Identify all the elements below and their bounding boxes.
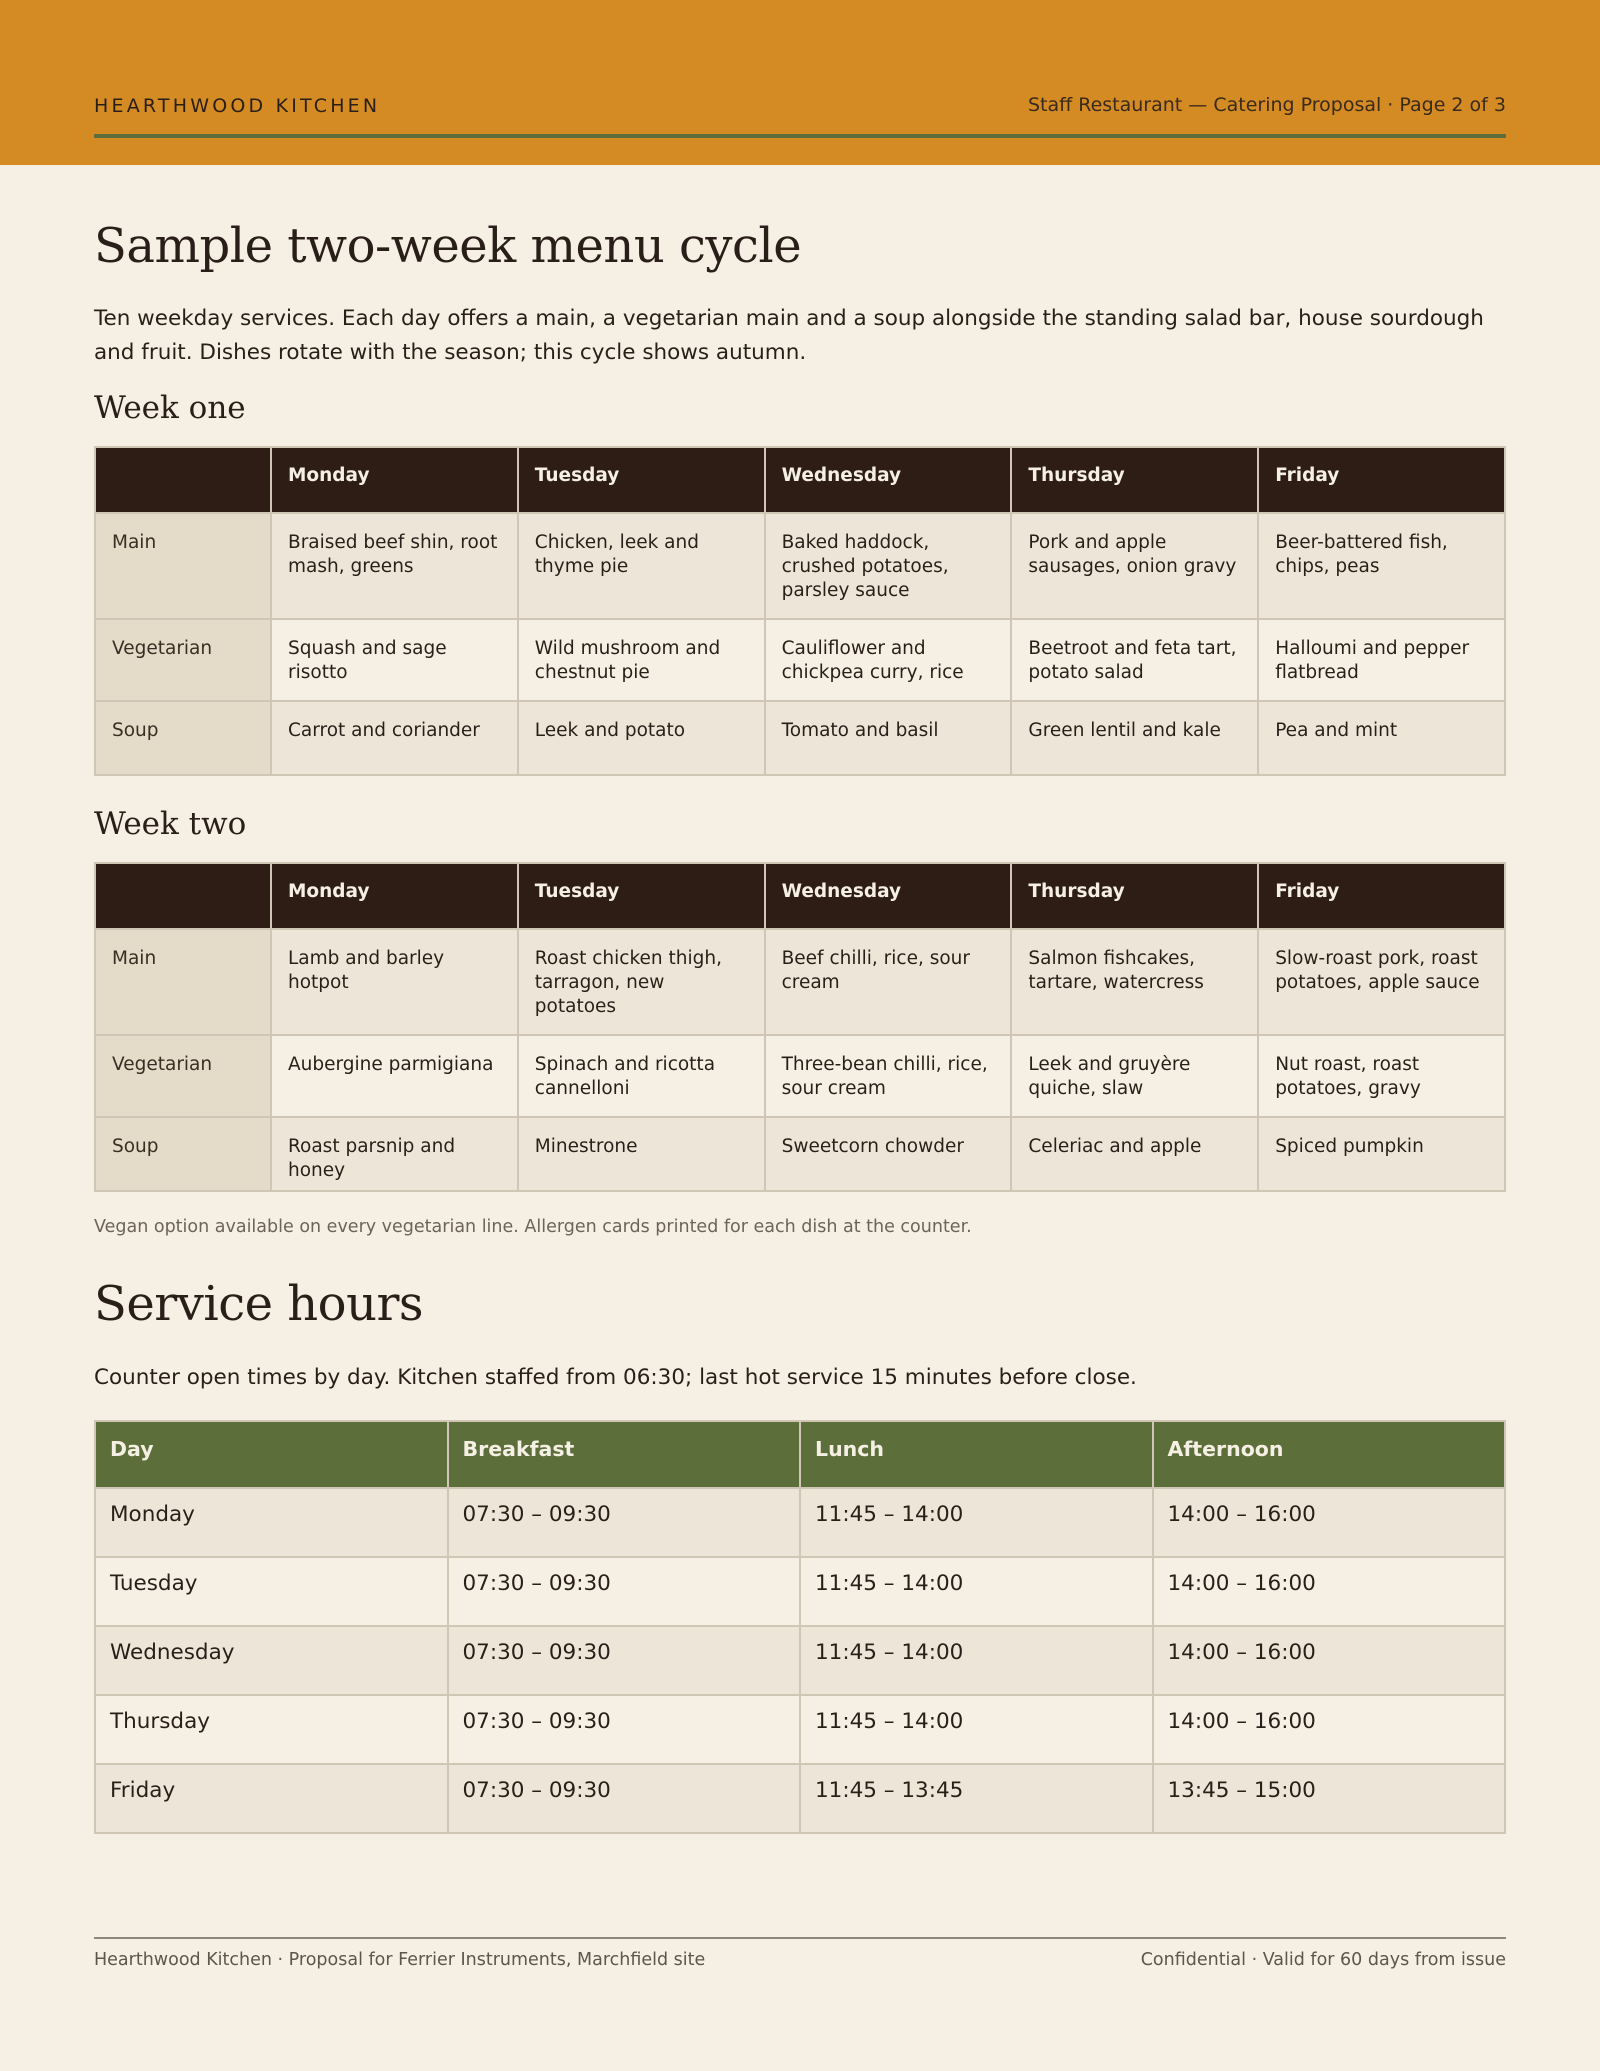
column-header: Breakfast xyxy=(448,1421,801,1488)
column-header: Day xyxy=(95,1421,448,1488)
dish-cell: Tomato and basil xyxy=(765,701,1012,775)
time-cell: 14:00 – 16:00 xyxy=(1153,1488,1506,1557)
table-row xyxy=(95,1557,1505,1626)
time-cell: 11:45 – 14:00 xyxy=(800,1695,1153,1764)
corner-cell xyxy=(95,863,271,929)
time-cell: 13:45 – 15:00 xyxy=(1153,1764,1506,1833)
dish-cell: Green lentil and kale xyxy=(1011,701,1258,775)
dish-cell: Cauliflower and chickpea curry, rice xyxy=(765,619,1012,701)
time-cell: 14:00 – 16:00 xyxy=(1153,1626,1506,1695)
week-two-header-row xyxy=(95,863,1505,929)
dish-cell: Chicken, leek and thyme pie xyxy=(518,513,765,619)
dish-cell: Three-bean chilli, rice, sour cream xyxy=(765,1035,1012,1117)
footer-rule xyxy=(94,1937,1506,1939)
week-two-title: Week two xyxy=(94,806,247,842)
day-header: Friday xyxy=(1258,447,1505,513)
header-meta: Staff Restaurant — Catering Proposal · Page 2 of 3 xyxy=(1027,94,1506,116)
day-header: Thursday xyxy=(1011,447,1258,513)
time-cell: 07:30 – 09:30 xyxy=(448,1764,801,1833)
page-header xyxy=(0,0,1600,165)
table-row xyxy=(95,1488,1505,1557)
row-label: Soup xyxy=(95,701,271,775)
table-row xyxy=(95,929,1505,1035)
table-row xyxy=(95,1117,1505,1191)
time-cell: 07:30 – 09:30 xyxy=(448,1626,801,1695)
table-row xyxy=(95,1695,1505,1764)
table-row xyxy=(95,1626,1505,1695)
dish-cell: Celeriac and apple xyxy=(1011,1117,1258,1191)
dish-cell: Salmon fishcakes, tartare, watercress xyxy=(1011,929,1258,1035)
time-cell: 11:45 – 14:00 xyxy=(800,1626,1153,1695)
brand-name: HEARTHWOOD KITCHEN xyxy=(94,95,381,117)
hours-header-row xyxy=(95,1421,1505,1488)
column-header: Lunch xyxy=(800,1421,1153,1488)
day-header: Monday xyxy=(271,863,518,929)
column-header: Afternoon xyxy=(1153,1421,1506,1488)
day-cell: Monday xyxy=(95,1488,448,1557)
day-cell: Wednesday xyxy=(95,1626,448,1695)
dish-cell: Squash and sage risotto xyxy=(271,619,518,701)
dish-cell: Leek and gruyère quiche, slaw xyxy=(1011,1035,1258,1117)
table-row xyxy=(95,619,1505,701)
day-header: Friday xyxy=(1258,863,1505,929)
dish-cell: Wild mushroom and chestnut pie xyxy=(518,619,765,701)
row-label: Vegetarian xyxy=(95,1035,271,1117)
footer-left: Hearthwood Kitchen · Proposal for Ferrier Instruments, Marchfield site xyxy=(94,1950,706,1970)
dish-cell: Lamb and barley hotpot xyxy=(271,929,518,1035)
time-cell: 14:00 – 16:00 xyxy=(1153,1695,1506,1764)
header-rule xyxy=(94,134,1506,138)
day-header: Tuesday xyxy=(518,863,765,929)
dish-cell: Minestrone xyxy=(518,1117,765,1191)
dish-cell: Halloumi and pepper flatbread xyxy=(1258,619,1505,701)
time-cell: 07:30 – 09:30 xyxy=(448,1557,801,1626)
row-label: Main xyxy=(95,929,271,1035)
time-cell: 14:00 – 16:00 xyxy=(1153,1557,1506,1626)
dish-cell: Leek and potato xyxy=(518,701,765,775)
dish-cell: Braised beef shin, root mash, greens xyxy=(271,513,518,619)
dish-cell: Spinach and ricotta cannelloni xyxy=(518,1035,765,1117)
row-label: Soup xyxy=(95,1117,271,1191)
day-cell: Tuesday xyxy=(95,1557,448,1626)
time-cell: 11:45 – 13:45 xyxy=(800,1764,1153,1833)
day-header: Wednesday xyxy=(765,863,1012,929)
day-header: Tuesday xyxy=(518,447,765,513)
day-cell: Thursday xyxy=(95,1695,448,1764)
time-cell: 11:45 – 14:00 xyxy=(800,1488,1153,1557)
time-cell: 07:30 – 09:30 xyxy=(448,1488,801,1557)
service-hours-table xyxy=(94,1420,1506,1834)
week-one-title: Week one xyxy=(94,390,246,426)
dish-cell: Beetroot and feta tart, potato salad xyxy=(1011,619,1258,701)
dish-cell: Pork and apple sausages, onion gravy xyxy=(1011,513,1258,619)
day-header: Monday xyxy=(271,447,518,513)
table-row xyxy=(95,513,1505,619)
table-row xyxy=(95,1764,1505,1833)
table-row xyxy=(95,701,1505,775)
dish-cell: Beef chilli, rice, sour cream xyxy=(765,929,1012,1035)
week-one-header-row xyxy=(95,447,1505,513)
day-header: Thursday xyxy=(1011,863,1258,929)
footer-right: Confidential · Valid for 60 days from issue xyxy=(1140,1950,1506,1970)
time-cell: 11:45 – 14:00 xyxy=(800,1557,1153,1626)
menu-section-lead: Ten weekday services. Each day offers a main, a vegetarian main and a soup alongside the standing salad bar, house sourdough and fruit. Dishes rotate with the season; this cycle shows autumn. xyxy=(94,306,1484,365)
week-two-table xyxy=(94,862,1506,1192)
row-label: Vegetarian xyxy=(95,619,271,701)
row-label: Main xyxy=(95,513,271,619)
dish-cell: Spiced pumpkin xyxy=(1258,1117,1505,1191)
dish-cell: Roast parsnip and honey xyxy=(271,1117,518,1191)
dish-cell: Slow-roast pork, roast potatoes, apple sauce xyxy=(1258,929,1505,1035)
time-cell: 07:30 – 09:30 xyxy=(448,1695,801,1764)
hours-section-lead: Counter open times by day. Kitchen staffed from 06:30; last hot service 15 minutes before close. xyxy=(94,1365,1137,1390)
hours-section-title: Service hours xyxy=(94,1276,424,1332)
dish-cell: Baked haddock, crushed potatoes, parsley sauce xyxy=(765,513,1012,619)
dish-cell: Roast chicken thigh, tarragon, new potatoes xyxy=(518,929,765,1035)
menu-note: Vegan option available on every vegetarian line. Allergen cards printed for each dish at the counter. xyxy=(94,1217,972,1237)
day-cell: Friday xyxy=(95,1764,448,1833)
table-row xyxy=(95,1035,1505,1117)
dish-cell: Carrot and coriander xyxy=(271,701,518,775)
dish-cell: Sweetcorn chowder xyxy=(765,1117,1012,1191)
dish-cell: Beer-battered fish, chips, peas xyxy=(1258,513,1505,619)
dish-cell: Pea and mint xyxy=(1258,701,1505,775)
day-header: Wednesday xyxy=(765,447,1012,513)
corner-cell xyxy=(95,447,271,513)
menu-section-title: Sample two-week menu cycle xyxy=(94,218,802,274)
dish-cell: Aubergine parmigiana xyxy=(271,1035,518,1117)
week-one-table xyxy=(94,446,1506,776)
dish-cell: Nut roast, roast potatoes, gravy xyxy=(1258,1035,1505,1117)
